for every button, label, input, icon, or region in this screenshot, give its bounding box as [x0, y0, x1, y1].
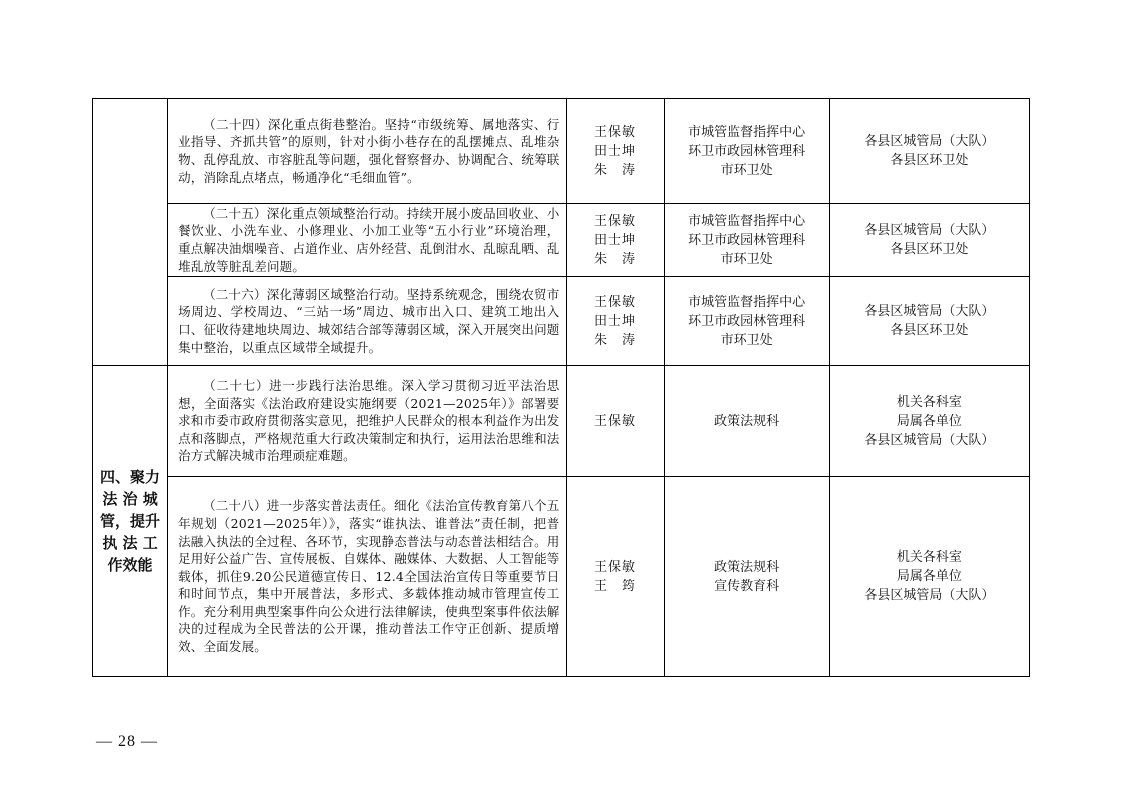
- task-table: [92, 98, 1030, 677]
- responsible-leaders: 王保敏 田士坤 朱 涛: [566, 204, 664, 277]
- cooperating-units: 各县区城管局（大队） 各县区环卫处: [829, 99, 1029, 204]
- cooperating-units: 各县区城管局（大队） 各县区环卫处: [829, 204, 1029, 277]
- cooperating-units: 各县区城管局（大队） 各县区环卫处: [829, 277, 1029, 366]
- task-description: （二十六）深化薄弱区域整治行动。坚持系统观念，围绕农贸市场周边、学校周边、“三站一场”周边、城市出入口、建筑工地出入口、征收待建地块周边、城郊结合部等薄弱区域，深入开展突出问题集中整治，以重点区域带全域提升。: [168, 277, 566, 366]
- responsible-leaders: 王保敏 田士坤 朱 涛: [566, 99, 664, 204]
- page-number: — 28 —: [96, 733, 158, 750]
- responsible-leaders: 王保敏 田士坤 朱 涛: [566, 277, 664, 366]
- task-description: （二十四）深化重点街巷整治。坚持“市级统筹、属地落实、行业指导、齐抓共管”的原则，针对小街小巷存在的乱摆摊点、乱堆杂物、乱停乱放、市容脏乱等问题，强化督察督办、协调配合、统筹联动，消除乱点堵点，畅通净化“毛细血管”。: [168, 99, 566, 204]
- table-row: [93, 366, 1030, 477]
- lead-units: 市城管监督指挥中心 环卫市政园林管理科 市环卫处: [664, 204, 829, 277]
- task-description: （二十五）深化重点领域整治行动。持续开展小废品回收业、小餐饮业、小洗车业、小修理业、小加工业等“五小行业”环境治理，重点解决油烟噪音、占道作业、店外经营、乱倒泔水、乱晾乱晒、乱堆乱放等脏乱差问题。: [168, 204, 566, 277]
- task-description: （二十七）进一步践行法治思维。深入学习贯彻习近平法治思想，全面落实《法治政府建设实施纲要（2021—2025年）》部署要求和市委市政府贯彻落实意见，把维护人民群众的根本利益作为出发点和落脚点，严格规范重大行政决策制定和执行，运用法治思维和法治方式解决城市治理顽症难题。: [168, 366, 566, 477]
- responsible-leaders: 王保敏: [566, 366, 664, 477]
- table-row: [93, 277, 1030, 366]
- cooperating-units: 机关各科室 局属各单位 各县区城管局（大队）: [829, 366, 1029, 477]
- table-row: [93, 477, 1030, 677]
- task-description: （二十八）进一步落实普法责任。细化《法治宣传教育第八个五年规划（2021—2025年）》，落实“谁执法、谁普法”责任制，把普法融入执法的全过程、各环节，实现静态普法与动态普法相结合。用足用好公益广告、宣传展板、自媒体、融媒体、大数据、人工智能等载体，抓住9.20公民道德宣传日、12.4全国法治宣传日等重要节日和时间节点，集中开展普法，多形式、多载体推动城市管理宣传工作。充分利用典型案事件向公众进行法律解读，使典型案事件依法解决的过程成为全民普法的公开课，推动普法工作守正创新、提质增效、全面发展。: [168, 477, 566, 677]
- table-row: [93, 99, 1030, 204]
- lead-units: 市城管监督指挥中心 环卫市政园林管理科 市环卫处: [664, 277, 829, 366]
- cooperating-units: 机关各科室 局属各单位 各县区城管局（大队）: [829, 477, 1029, 677]
- category-label: 四、聚力 法 治 城 管，提升 执 法 工 作效能: [93, 366, 168, 677]
- table-row: [93, 204, 1030, 277]
- category-cell-blank: [93, 99, 168, 366]
- lead-units: 政策法规科: [664, 366, 829, 477]
- lead-units: 市城管监督指挥中心 环卫市政园林管理科 市环卫处: [664, 99, 829, 204]
- lead-units: 政策法规科 宣传教育科: [664, 477, 829, 677]
- responsible-leaders: 王保敏 王 筠: [566, 477, 664, 677]
